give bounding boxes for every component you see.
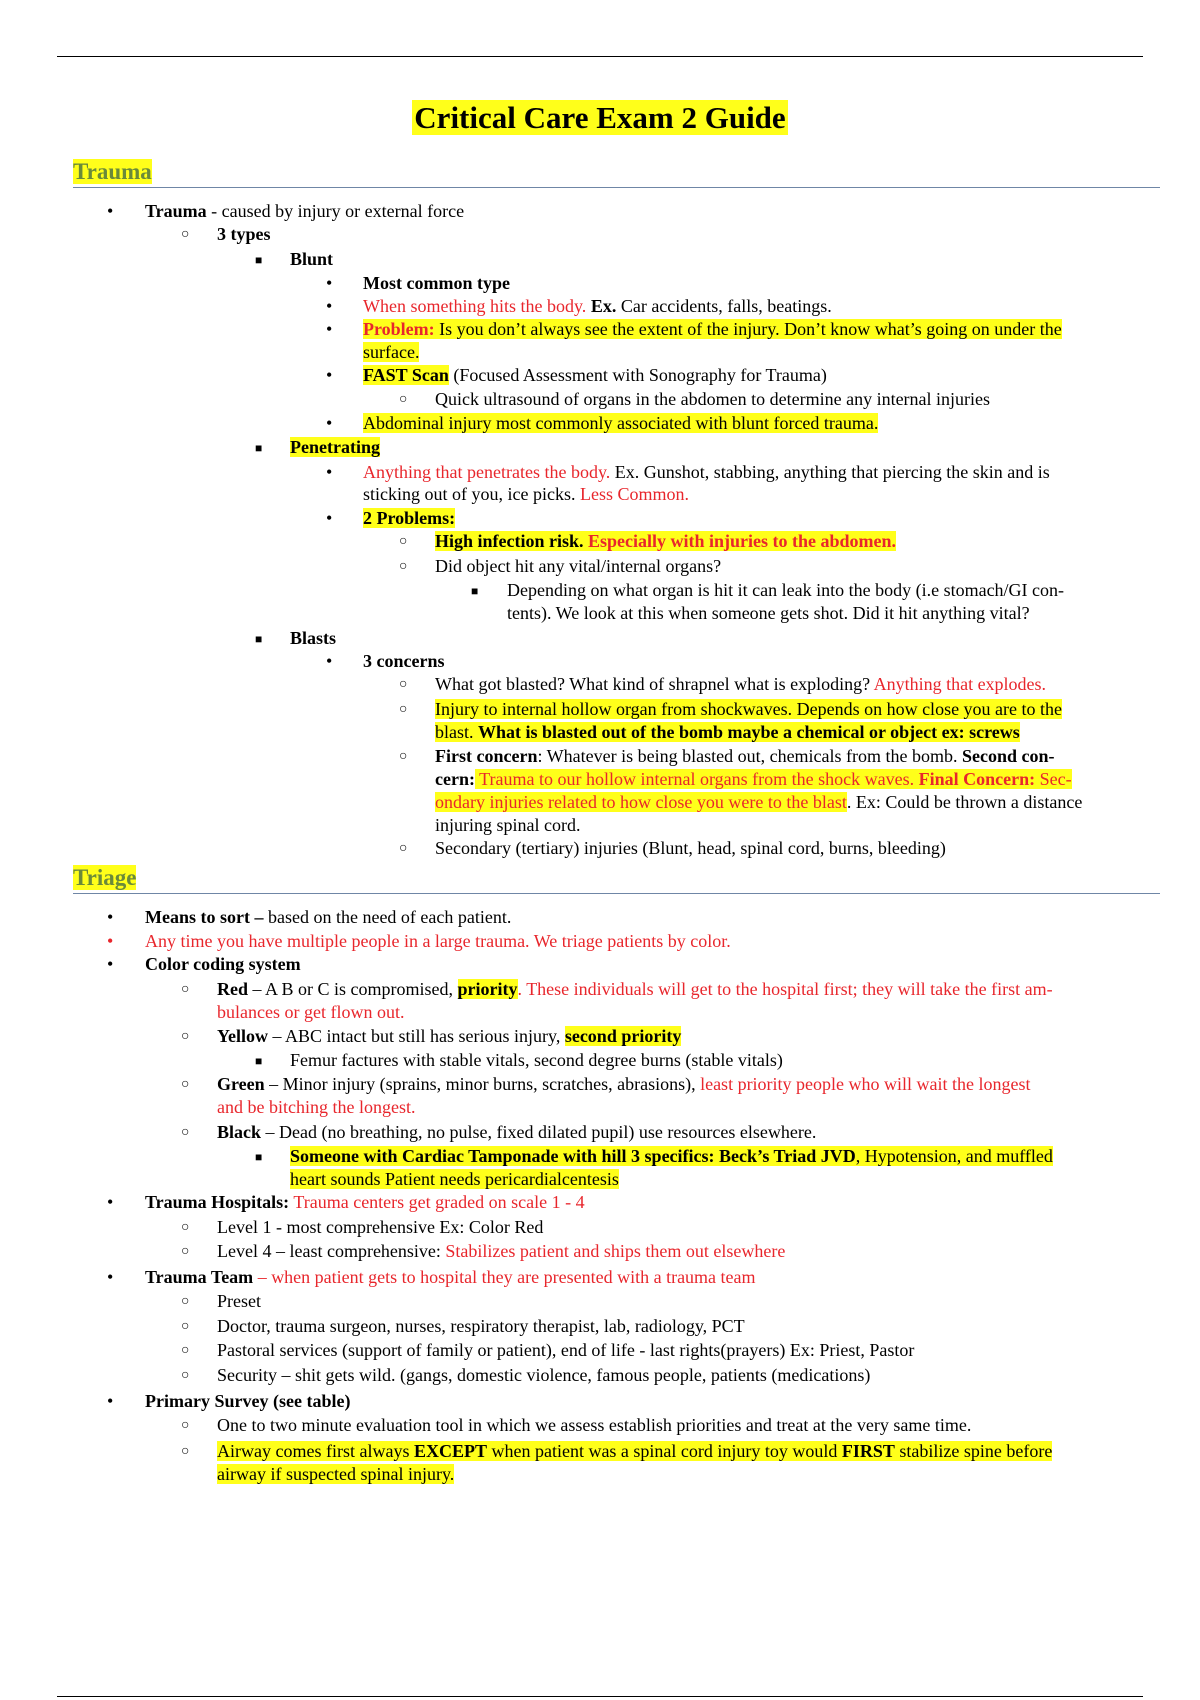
top-rule (57, 56, 1143, 57)
list-item: Means to sort – based on the need of each patient. (145, 907, 512, 927)
list-item: Green – Minor injury (sprains, minor burns, scratches, abrasions), least priority people who will wait the longest (217, 1074, 1031, 1094)
bullet-square: ■ (255, 1150, 263, 1164)
bullet-disc: • (326, 365, 333, 385)
bullet-square: ■ (255, 1054, 263, 1068)
bullet-circle: ○ (399, 534, 408, 549)
list-item-continued: and be bitching the longest. (217, 1097, 416, 1117)
bullet-circle: ○ (399, 749, 408, 764)
list-item: Blunt (290, 249, 334, 269)
bullet-circle: ○ (181, 227, 190, 242)
bullet-circle: ○ (181, 1077, 190, 1092)
bullet-square: ■ (471, 584, 479, 598)
list-item: High infection risk. Especially with injuries to the abdomen. (435, 531, 897, 551)
bullet-square: ■ (255, 632, 263, 646)
bullet-circle: ○ (181, 982, 190, 997)
list-item: Preset (217, 1291, 261, 1311)
bullet-circle: ○ (181, 1294, 190, 1309)
list-item-continued: heart sounds Patient needs pericardialcentesis (290, 1169, 619, 1189)
list-item: FAST Scan (Focused Assessment with Sonography for Trauma) (363, 365, 827, 385)
bullet-square: ■ (255, 253, 263, 267)
list-item: Pastoral services (support of family or patient), end of life - last rights(prayers) Ex: Priest, Pastor (217, 1340, 915, 1360)
bullet-circle: ○ (181, 1444, 190, 1459)
list-item: Did object hit any vital/internal organs? (435, 556, 722, 576)
bullet-circle: ○ (181, 1244, 190, 1259)
list-item-continued: surface. (363, 342, 420, 362)
list-item: One to two minute evaluation tool in which we assess establish priorities and treat at the very same time. (217, 1415, 972, 1435)
list-item-continued: bulances or get flown out. (217, 1002, 405, 1022)
section-heading-triage: Triage (73, 865, 137, 890)
list-item: What got blasted? What kind of shrapnel what is exploding? Anything that explodes. (435, 674, 1047, 694)
bullet-circle: ○ (399, 559, 408, 574)
list-item: Black – Dead (no breathing, no pulse, fixed dilated pupil) use resources elsewhere. (217, 1122, 817, 1142)
list-item: Depending on what organ is hit it can leak into the body (i.e stomach/GI con- (507, 580, 1065, 600)
bullet-disc: • (326, 413, 333, 433)
section-rule (73, 893, 1160, 894)
list-item-continued: tents). We look at this when someone gets shot. Did it hit anything vital? (507, 603, 1030, 623)
bullet-disc: • (107, 1391, 114, 1411)
list-item: 3 concerns (363, 651, 445, 671)
section-heading-trauma: Trauma (73, 159, 152, 184)
list-item: Yellow – ABC intact but still has serious injury, second priority (217, 1026, 682, 1046)
bullet-disc: • (107, 954, 114, 974)
list-item: Primary Survey (see table) (145, 1391, 351, 1411)
bullet-circle: ○ (181, 1343, 190, 1358)
bullet-disc: • (326, 296, 333, 316)
bullet-circle: ○ (399, 702, 408, 717)
bullet-disc: • (107, 201, 114, 221)
list-item: Trauma Hospitals: Trauma centers get graded on scale 1 - 4 (145, 1192, 585, 1212)
bullet-circle: ○ (181, 1220, 190, 1235)
bullet-circle: ○ (181, 1029, 190, 1044)
bullet-disc: • (326, 273, 333, 293)
list-item: Any time you have multiple people in a large trauma. We triage patients by color. (145, 931, 731, 951)
list-item-continued: blast. What is blasted out of the bomb maybe a chemical or object ex: screws (435, 722, 1020, 742)
list-item: Penetrating (290, 437, 380, 457)
bullet-square: ■ (255, 441, 263, 455)
bullet-circle: ○ (181, 1368, 190, 1383)
section-rule (73, 187, 1160, 188)
list-item-continued: sticking out of you, ice picks. Less Common. (363, 484, 689, 504)
bullet-disc: • (326, 462, 333, 482)
list-item-continued: ondary injuries related to how close you were to the blast. Ex: Could be thrown a distance (435, 792, 1083, 812)
list-item: Abdominal injury most commonly associated with blunt forced trauma. (363, 413, 879, 433)
bullet-circle: ○ (181, 1125, 190, 1140)
list-item: Security – shit gets wild. (gangs, domestic violence, famous people, patients (medications) (217, 1365, 871, 1385)
list-item: Color coding system (145, 954, 301, 974)
list-item: Anything that penetrates the body. Ex. Gunshot, stabbing, anything that piercing the skin and is (363, 462, 1050, 482)
list-item: Someone with Cardiac Tamponade with hill 3 specifics: Beck’s Triad JVD, Hypotension, and muffled (290, 1146, 1053, 1166)
bullet-disc: • (326, 651, 333, 671)
bullet-circle: ○ (399, 841, 408, 856)
list-item: When something hits the body. Ex. Car accidents, falls, beatings. (363, 296, 832, 316)
bullet-circle: ○ (399, 677, 408, 692)
bullet-circle: ○ (181, 1319, 190, 1334)
list-item: Red – A B or C is compromised, priority. These individuals will get to the hospital first; they will take the first am- (217, 979, 1053, 999)
bullet-disc: • (107, 1267, 114, 1287)
list-item: Trauma Team – when patient gets to hospital they are presented with a trauma team (145, 1267, 756, 1287)
bullet-disc: • (107, 1192, 114, 1212)
list-item: Blasts (290, 628, 337, 648)
list-item: Quick ultrasound of organs in the abdomen to determine any internal injuries (435, 389, 991, 409)
list-item: First concern: Whatever is being blasted out, chemicals from the bomb. Second con- (435, 746, 1055, 766)
list-item: Most common type (363, 273, 510, 293)
bullet-circle: ○ (399, 392, 408, 407)
bullet-disc: • (107, 907, 114, 927)
list-item: Injury to internal hollow organ from shockwaves. Depends on how close you are to the (435, 699, 1063, 719)
list-item: Level 1 - most comprehensive Ex: Color Red (217, 1217, 544, 1237)
list-item: Level 4 – least comprehensive: Stabilizes patient and ships them out elsewhere (217, 1241, 786, 1261)
list-item: 2 Problems: (363, 508, 456, 528)
page-title: Critical Care Exam 2 Guide (414, 100, 786, 135)
bottom-rule (57, 1696, 1143, 1697)
list-item: Airway comes first always EXCEPT when patient was a spinal cord injury toy would FIRST stabilize spine before (217, 1441, 1053, 1461)
list-item: Trauma - caused by injury or external force (145, 201, 465, 221)
list-item: Doctor, trauma surgeon, nurses, respiratory therapist, lab, radiology, PCT (217, 1316, 745, 1336)
list-item: Femur factures with stable vitals, second degree burns (stable vitals) (290, 1050, 783, 1070)
bullet-disc: • (326, 508, 333, 528)
bullet-disc: • (107, 931, 114, 951)
bullet-disc: • (326, 319, 333, 339)
list-item-continued: injuring spinal cord. (435, 815, 581, 835)
list-item: 3 types (217, 224, 271, 244)
list-item-continued: cern: Trauma to our hollow internal organs from the shock waves. Final Concern: Sec- (435, 769, 1072, 789)
list-item: Problem: Is you don’t always see the extent of the injury. Don’t know what’s going on under the (363, 319, 1062, 339)
list-item: Secondary (tertiary) injuries (Blunt, head, spinal cord, burns, bleeding) (435, 838, 946, 858)
list-item-continued: airway if suspected spinal injury. (217, 1464, 455, 1484)
bullet-circle: ○ (181, 1418, 190, 1433)
